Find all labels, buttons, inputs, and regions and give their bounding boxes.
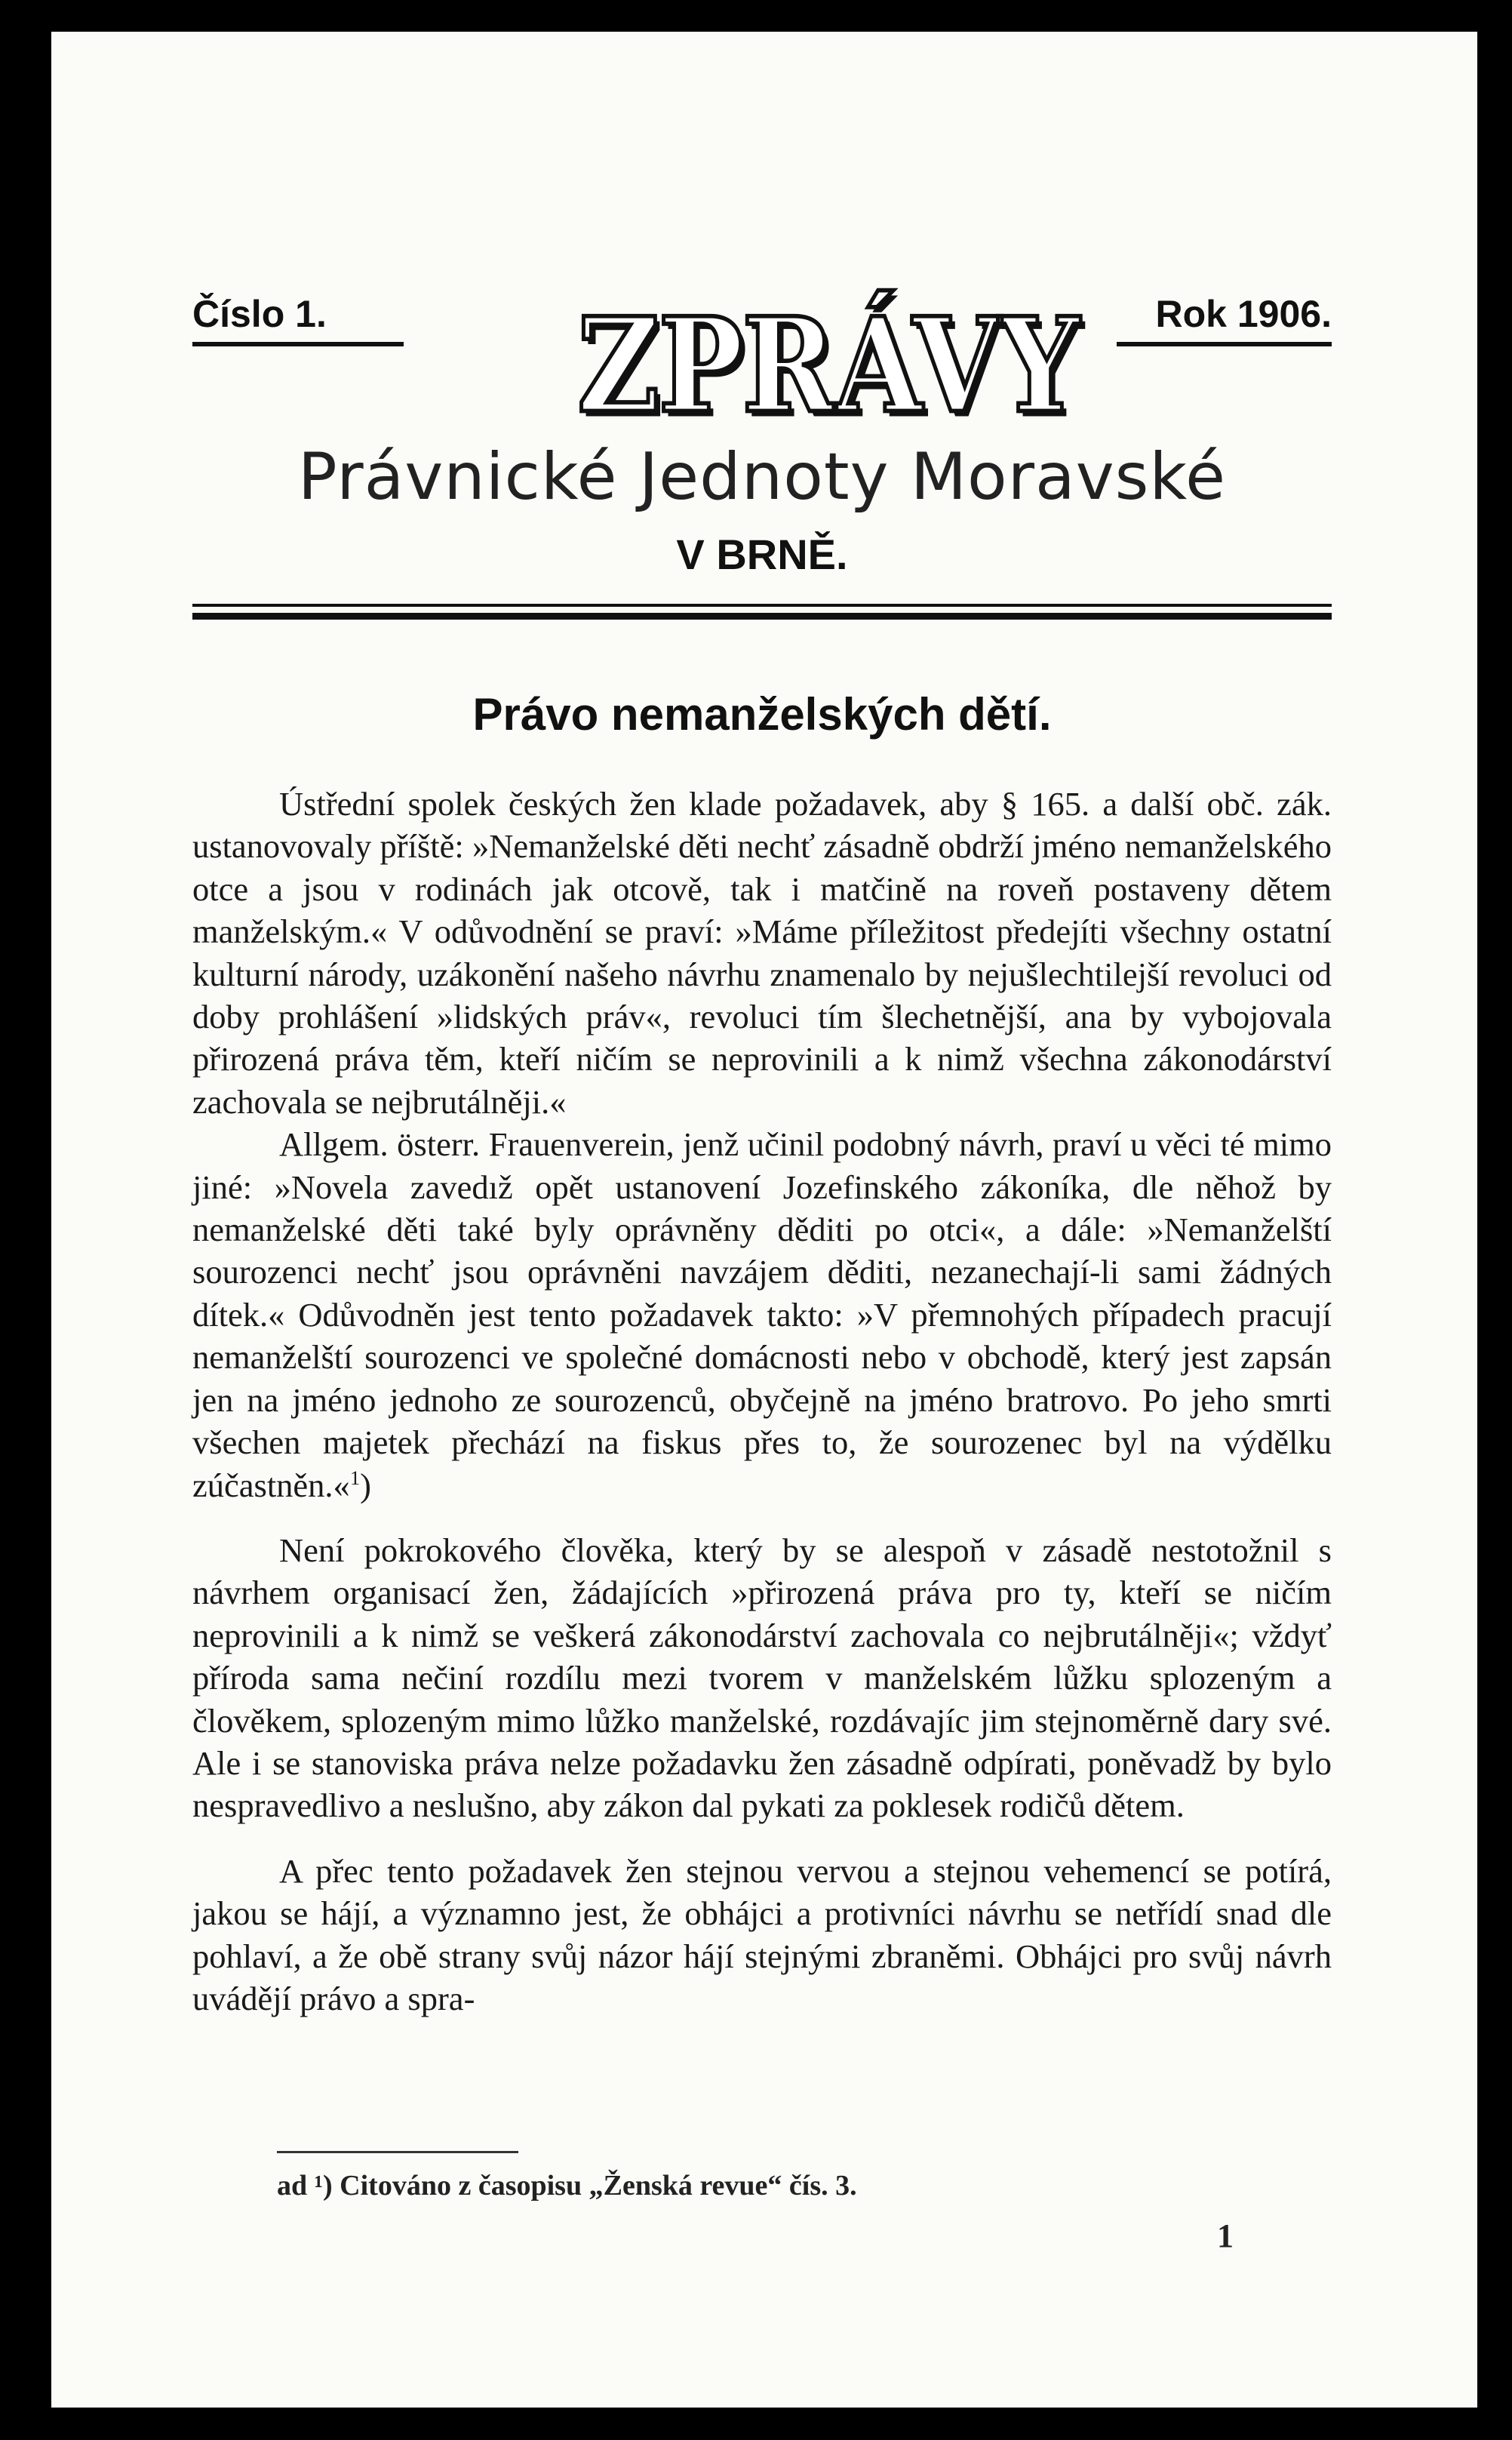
paragraph: Není pokrokového člověka, který by se alespoň v zásadě nestotožnil s návrhem organisací žen, žádajících »přirozená práva pro ty, kteří se ničím neprovinili a k nimž se veškerá zákonodárství zachovala co nejbrutálněji«; vždyť příroda sama nečiní rozdílu mezi tvorem v manželském lůžku splozeným a člověkem, splozeným mimo lůžko manželské, rozdávajíc jim stejnoměrně dary své. Ale i se stanoviska práva nelze požadavku žen zásadně odpírati, poněvadž by bylo nespravedlivo a neslušno, aby zákon dal pykati za poklesek rodičů dětem. [192,1531,1332,1825]
issue-number: Číslo 1. [192,292,404,346]
article-body [192,783,1332,2020]
publication-subtitle: Právnické Jednoty Moravské [297,439,1227,515]
page-number: 1 [1217,2217,1234,2254]
header-rule-thin [192,604,1332,607]
article-title: Právo nemanželských dětí. [472,689,1052,740]
paragraph-text: Allgem. österr. Frauenverein, jenž učinil podobný návrh, praví u věci té mimo jiné: »Novela zavedıž opět ustanovení Jozefinského zákoníka, dle něhož by nemanželské děti také byly oprávněny děditi po otci«, a dále: »Nemanželští sourozenci nechť jsou oprávněni navzájem děditi, nezanechají-li sami žádných dítek.« Odůvodněn jest tento požadavek takto: »V přemnohých případech pracují nemanželští sourozenci ve společné domácnosti nebo v obchodě, který jest zapsán jen na jméno jednoho ze sourozenců, obyčejně na jméno bratrovo. Po jeho smrti všechen majetek přechází na fiskus přes to, že sourozenec byl na výdělku zúčastněn.« [192,1125,1332,1504]
footnote-marker: 1 [349,1466,361,1489]
paragraph-gap [192,1506,1332,1529]
paragraph: A přec tento požadavek žen stejnou vervou a stejnou vehemencí se potírá, jakou se hájí, a významno jest, že obhájci a protivníci návrhu se netřídí snad dle pohlaví, a že obě strany svůj názor hájí stejnými zbraněmi. Obhájci pro svůj návrh uvádějí právo a spra- [192,1851,1332,2017]
issue-year: Rok 1906. [1117,292,1332,346]
footnote: ad ¹) Citováno z časopisu „Ženská revue“ čís. 3. [277,2170,857,2202]
header-rule-thick [192,613,1332,620]
paragraph: Allgem. österr. Frauenverein, jenž učinil podobný návrh, praví u věci té mimo jiné: »Novela zavedıž opět ustanovení Jozefinského zákoníka, dle něhož by nemanželské děti také byly oprávněny děditi po otci«, a dále: »Nemanželští sourozenci nechť jsou oprávněni navzájem děditi, nezanechají-li sami žádných dítek.« Odůvodněn jest tento požadavek takto: »V přemnohých případech pracují nemanželští sourozenci ve společné domácnosti nebo v obchodě, který jest zapsán jen na jméno jednoho ze sourozenců, obyčejně na jméno bratrovo. Po jeho smrti všechen majetek přechází na fiskus přes to, že sourozenec byl na výdělku zúčastněn.«$^1$) [192,1125,1332,1504]
footnote-rule [277,2151,518,2153]
paragraph-gap [192,1827,1332,1850]
publication-city: V BRNĚ. [676,531,848,578]
page-sheet [51,32,1477,2408]
masthead-title: ZPRÁVY [577,289,1078,442]
paragraph: Ústřední spolek českých žen klade požadavek, aby § 165. a další obč. zák. ustanovovaly příště: »Nemanželské děti nechť zásadně obdrží jméno nemanželského otce a jsou v rodinách jak otcově, tak i matčině na roveň postaveny dětem manželským.« V odůvodnění se praví: »Máme příležitost předejíti všechny ostatní kulturní národy, uzákonění našeho návrhu znamenalo by nejušlechtilejší revoluci od doby prohlášení »lidských práv«, revoluci tím šlechetnější, ana by vybojovala přirozená práva těm, kteří ničím se neprovinili a k nimž všechna zákonodárství zachovala se nejbrutálněji.« [192,785,1332,1121]
